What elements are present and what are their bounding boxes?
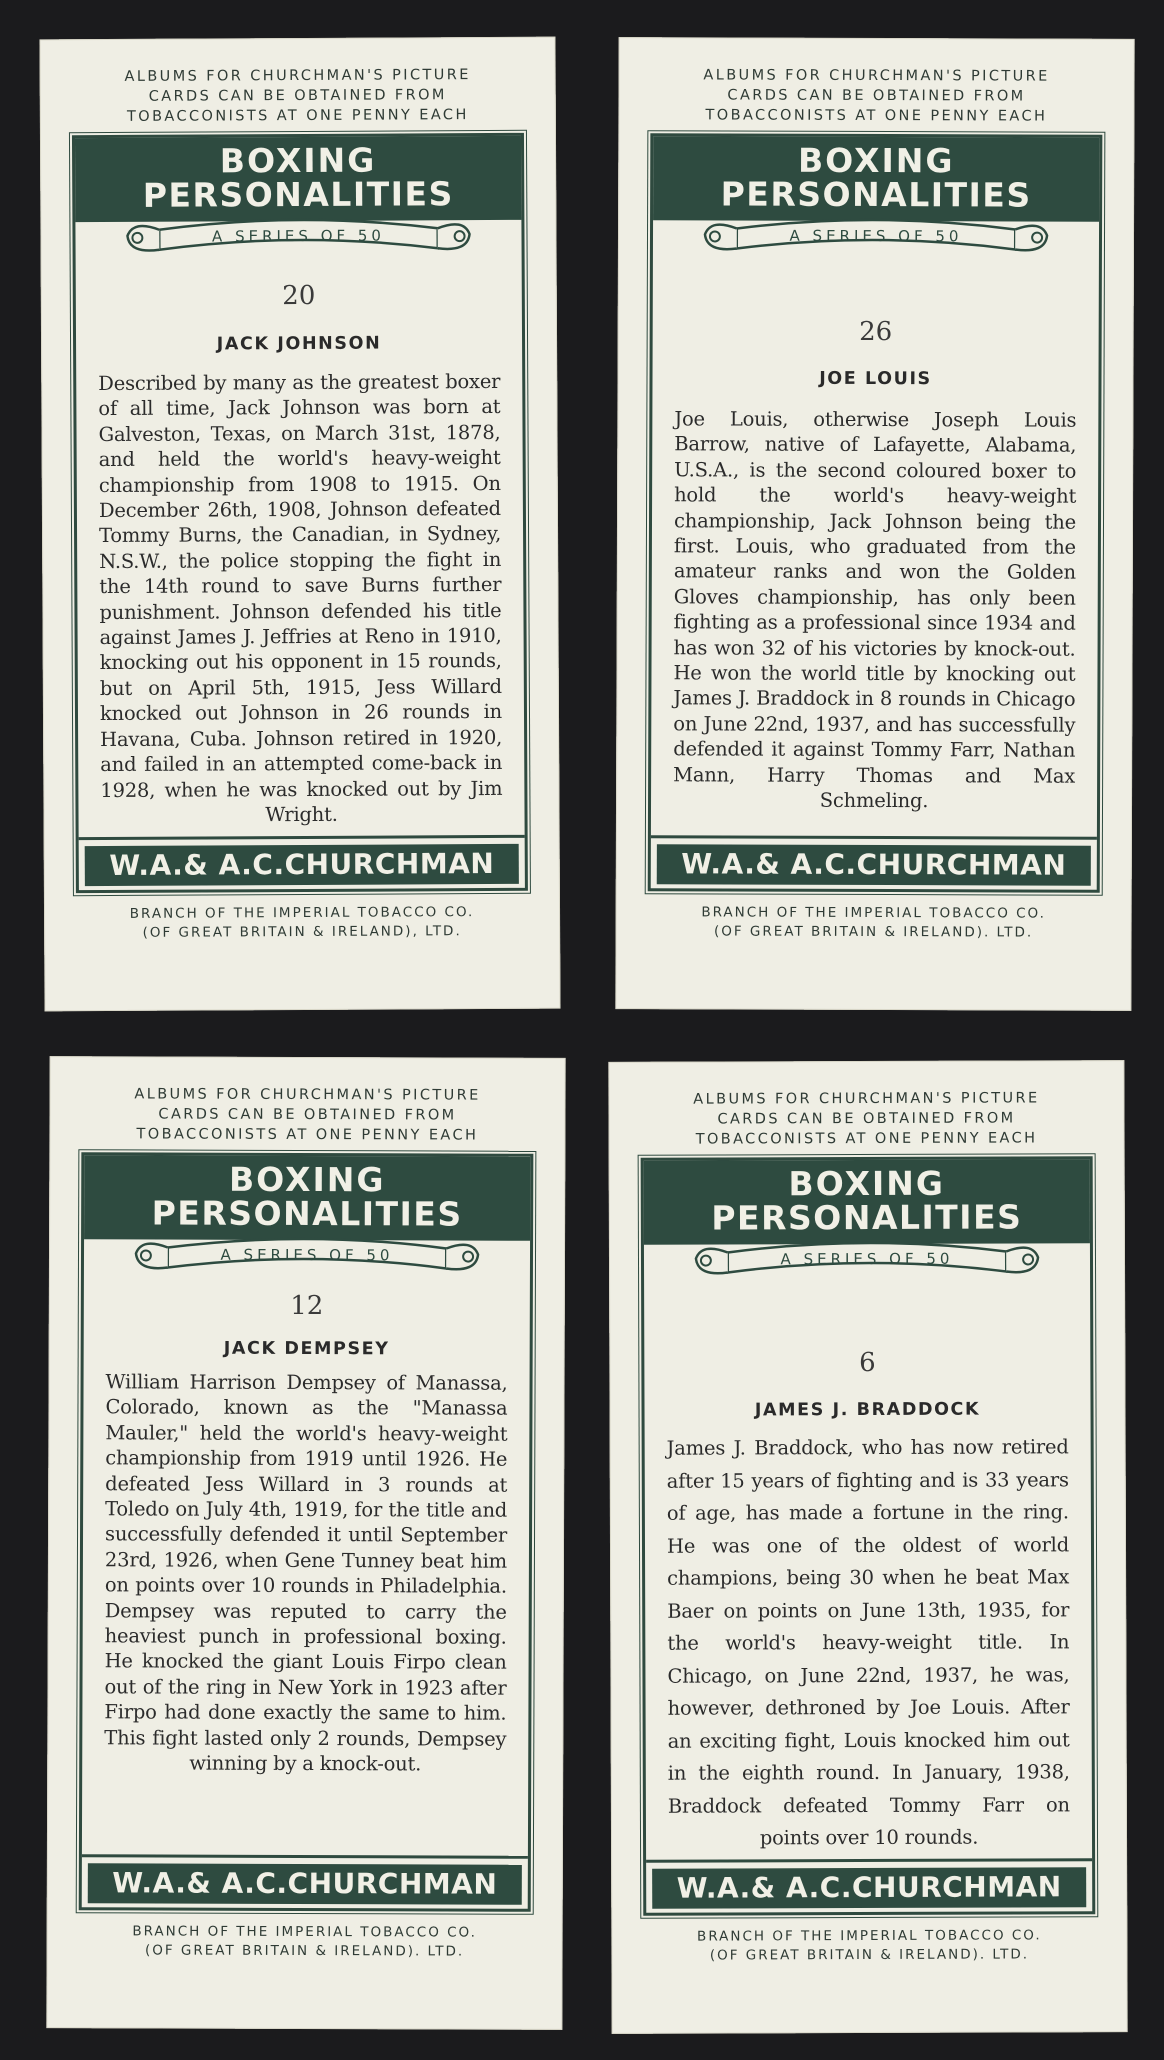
maker-label: W.A.& A.C.CHURCHMAN xyxy=(85,844,519,886)
maker-band xyxy=(82,1854,528,1911)
albums-notice xyxy=(67,1084,547,1146)
maker-band xyxy=(646,1858,1092,1915)
card-jack-dempsey xyxy=(46,1056,565,2030)
albums-line: TOBACCONISTS AT ONE PENNY EACH xyxy=(126,107,469,125)
albums-notice xyxy=(636,65,1116,127)
albums-line: CARDS CAN BE OBTAINED FROM xyxy=(148,87,447,105)
footer-line: (OF GREAT BRITAIN & IRELAND). LTD. xyxy=(713,923,1034,941)
albums-line: ALBUMS FOR CHURCHMAN'S PICTURE xyxy=(134,1086,481,1104)
title-line-1: BOXING xyxy=(228,1159,386,1200)
boxer-name: JACK DEMPSEY xyxy=(223,1338,390,1360)
footer-line: BRANCH OF THE IMPERIAL TOBACCO CO. xyxy=(697,1927,1042,1945)
maker-label: W.A.& A.C.CHURCHMAN xyxy=(88,1863,522,1905)
biography-text: William Harrison Dempsey of Manassa, Colorado, known as the "Manassa Mauler," held the world's heavy-weight championship from 1919 until 1926. He defeated Jess Willard in 3 rounds at Toledo on July 4th, 1919, for the title and successfully defended it until September 23rd, 1926, when Gene Tunney beat him on points over 10 rounds in Philadelphia. Dempsey was reputed to carry the heaviest punch in professional boxing. He knocked the giant Louis Firpo clean out of the ring in New York in 1923 after Firpo had done exactly the same to him. This fight lasted only 2 rounds, Dempsey winning by a knock-out. xyxy=(104,1370,508,1776)
albums-line: CARDS CAN BE OBTAINED FROM xyxy=(727,87,1026,105)
footer-notice xyxy=(634,903,1114,943)
footer-notice xyxy=(62,903,542,944)
boxer-name: JACK JOHNSON xyxy=(216,333,382,355)
series-label: A SERIES OF 50 xyxy=(780,1249,954,1269)
albums-line: CARDS CAN BE OBTAINED FROM xyxy=(717,1110,1016,1128)
card-frame xyxy=(72,133,528,893)
albums-line: ALBUMS FOR CHURCHMAN'S PICTURE xyxy=(703,67,1050,85)
title-line-1: BOXING xyxy=(797,140,955,181)
albums-line: CARDS CAN BE OBTAINED FROM xyxy=(158,1106,457,1124)
biography-text: Described by many as the greatest boxer of all time, Jack Johnson was born at Galveston, Texas, on March 31st, 1878, and held the world's heavy-weight championship from 1908 to 1915. On December 26th, 1908, Johnson defeated Tommy Burns, the Canadian, in Sydney, N.S.W., the police stopping the fight in the 14th round to save Burns further punishment. Johnson defended his title against James J. Jeffries at Reno in 1910, knocking out his opponent in 15 rounds, but on April 5th, 1915, Jess Willard knocked out Johnson in 26 rounds in Havana, Cuba. Johnson retired in 1920, and failed in an attempted come-back in 1928, when he was knocked out by Jim Wright. xyxy=(98,369,503,827)
footer-line: BRANCH OF THE IMPERIAL TOBACCO CO. xyxy=(129,904,475,922)
albums-line: TOBACCONISTS AT ONE PENNY EACH xyxy=(705,107,1048,125)
series-ribbon xyxy=(697,212,1055,265)
title-line-2: PERSONALITIES xyxy=(711,1197,1023,1238)
boxer-name: JOE LOUIS xyxy=(819,368,932,390)
card-number: 26 xyxy=(859,316,893,348)
title-band xyxy=(75,136,521,222)
title-band xyxy=(84,1155,530,1241)
series-label: A SERIES OF 50 xyxy=(789,226,963,246)
series-ribbon xyxy=(688,1235,1046,1288)
albums-line: TOBACCONISTS AT ONE PENNY EACH xyxy=(136,1126,479,1144)
title-line-2: PERSONALITIES xyxy=(151,1193,463,1234)
maker-label: W.A.& A.C.CHURCHMAN xyxy=(652,1867,1086,1909)
title-line-2: PERSONALITIES xyxy=(142,174,454,215)
series-ribbon xyxy=(119,212,477,266)
series-ribbon xyxy=(128,1231,486,1284)
card-frame xyxy=(79,1152,534,1912)
card-number: 20 xyxy=(282,280,316,312)
card-number: 6 xyxy=(859,1347,876,1379)
maker-band xyxy=(651,835,1097,892)
footer-line: (OF GREAT BRITAIN & IRELAND). LTD. xyxy=(144,1942,465,1960)
card-james-j-braddock xyxy=(608,1060,1127,2034)
card-joe-louis xyxy=(615,37,1134,1011)
title-band xyxy=(653,136,1099,222)
card-jack-johnson xyxy=(39,37,560,1012)
albums-line: ALBUMS FOR CHURCHMAN'S PICTURE xyxy=(124,67,471,85)
albums-notice xyxy=(58,65,538,128)
albums-notice xyxy=(626,1088,1106,1150)
title-band xyxy=(644,1159,1090,1245)
biography-text: Joe Louis, otherwise Joseph Louis Barrow, native of Lafayette, Alabama, U.S.A., is the second coloured boxer to hold the world's heavy-weight championship, Jack Johnson being the first. Louis, who graduated from the amateur ranks and won the Golden Gloves championship, has only been fighting as a professional since 1934 and has won 32 of his victories by knock-out. He won the world title by knocking out James J. Braddock in 8 rounds in Chicago on June 22nd, 1937, and has successfully defended it against Tommy Farr, Nathan Mann, Harry Thomas and Max Schmeling. xyxy=(673,407,1077,813)
footer-line: (OF GREAT BRITAIN & IRELAND). LTD. xyxy=(709,1946,1030,1964)
card-frame xyxy=(641,1156,1096,1916)
series-label: A SERIES OF 50 xyxy=(211,226,386,246)
title-line-1: BOXING xyxy=(219,140,377,181)
albums-line: ALBUMS FOR CHURCHMAN'S PICTURE xyxy=(693,1090,1040,1108)
albums-line: TOBACCONISTS AT ONE PENNY EACH xyxy=(695,1130,1038,1148)
series-label: A SERIES OF 50 xyxy=(220,1245,394,1265)
card-number: 12 xyxy=(290,1290,324,1322)
footer-notice xyxy=(65,1922,545,1962)
maker-band xyxy=(79,835,525,892)
footer-line: (OF GREAT BRITAIN & IRELAND), LTD. xyxy=(142,923,462,941)
biography-text: James J. Braddock, who has now retired after 15 years of fighting and is 33 years of age, has made a fortune in the ring. He was one of the oldest of world champions, being 30 when he beat Max Baer on points on June 13th, 1935, for the world's heavy-weight title. In Chicago, on June 22nd, 1937, he was, however, dethroned by Joe Louis. After an exciting fight, Louis knocked him out in the eighth round. In January, 1938, Braddock defeated Tommy Farr on points over 10 rounds. xyxy=(666,1435,1070,1850)
boxer-name: JAMES J. BRADDOCK xyxy=(754,1399,981,1421)
footer-line: BRANCH OF THE IMPERIAL TOBACCO CO. xyxy=(701,904,1046,922)
card-frame xyxy=(648,133,1103,893)
maker-label: W.A.& A.C.CHURCHMAN xyxy=(657,844,1091,886)
title-line-2: PERSONALITIES xyxy=(720,174,1032,215)
footer-line: BRANCH OF THE IMPERIAL TOBACCO CO. xyxy=(132,1923,477,1941)
footer-notice xyxy=(629,1926,1109,1966)
title-line-1: BOXING xyxy=(788,1163,946,1204)
